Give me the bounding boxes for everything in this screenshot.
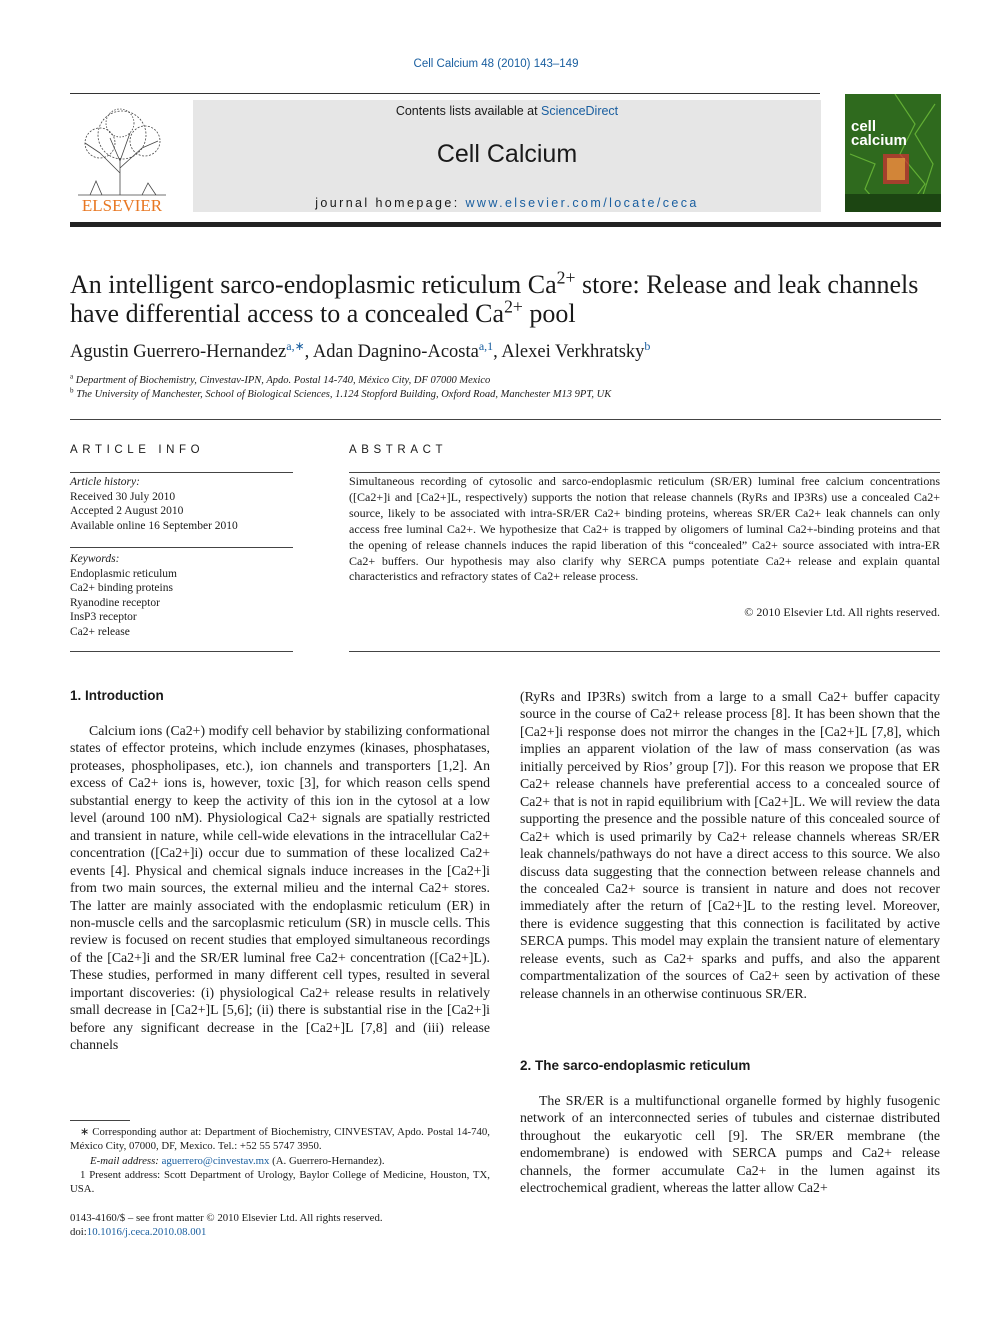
- author-name: Agustin Guerrero-Hernandez: [70, 342, 287, 362]
- corresponding-author-note: ∗ Corresponding author at: Department of Biochemistry, CINVESTAV, Apdo. Postal 14-740, México City, 07000, DF, Mexico. Tel.: +52 55 5747 3950.: [70, 1126, 490, 1153]
- journal-homepage: journal homepage: www.elsevier.com/locate/ceca: [315, 196, 699, 210]
- header-divider: [70, 93, 820, 94]
- doi-link[interactable]: 10.1016/j.ceca.2010.08.001: [86, 1226, 207, 1239]
- affiliation-b: $^b$ The University of Manchester, School of Biological Sciences, 1.124 Stopford Building, Oxford Road, Manchester M13 9PT, UK: [70, 386, 612, 400]
- history-item: Available online 16 September 2010: [70, 519, 238, 532]
- keyword: Ryanodine receptor: [70, 596, 160, 609]
- email-note: E-mail address: aguerrero@cinvestav.mx (A. Guerrero-Hernandez).: [90, 1154, 385, 1167]
- cover-title: cell calcium: [851, 118, 907, 149]
- footnotes: [70, 1125, 490, 1196]
- author-name: Alexei Verkhratsky: [501, 342, 645, 362]
- article-info-bottom-rule: [70, 651, 293, 652]
- abstract-heading: ABSTRACT: [349, 444, 448, 456]
- elsevier-tree-icon: [70, 103, 174, 215]
- history-item: Received 30 July 2010: [70, 490, 176, 503]
- author-marks[interactable]: a,∗: [286, 338, 305, 353]
- section-1-body: Calcium ions (Ca2+) modify cell behavior by stabilizing conformational states of effector proteins, which include enzymes (kinases, phosphatases, proteases, phospholipases, etc.), ion channels and transporters [1,2]. An excess of Ca2+ ions is, however, toxic [3], for which reason cells spend substantial energy to keep the activity of this ion in the cytosol at a low level (around 100 nM). Physiological Ca2+ signals are spatially restricted and transient in nature, while cell-wide elevations in the intracellular Ca2+ concentration ([Ca2+]i) occur due to summation of these localized Ca2+ events [4]. Physical and chemical signals induce increases in the [Ca2+]i from two main sources, the external milieu and the internal Ca2+ stores. The latter are mainly associated with the endoplasmic reticulum (ER) in non-muscle cells and the sarcoplasmic reticulum (SR) in muscle cells. This review is focused on recent studies that employed simultaneous recordings of the [Ca2+]i and the SR/ER luminal free Ca2+ concentration ([Ca2+]L). These studies, performed in many different cell types, resulted in several important discoveries: (i) physiological Ca2+ release results in relatively small decrease in [Ca2+]L [5,6]; (ii) there is substantial rise in the [Ca2+]i before any significant decrease in the [Ca2+]L [7,8] and (iii) release channels: [70, 723, 490, 1053]
- sciencedirect-link[interactable]: ScienceDirect: [541, 104, 619, 118]
- header-thick-rule: [70, 222, 941, 227]
- abstract-copyright: © 2010 Elsevier Ltd. All rights reserved.: [744, 605, 940, 619]
- journal-citation[interactable]: Cell Calcium 48 (2010) 143–149: [413, 58, 579, 70]
- keyword: Ca2+ release: [70, 625, 130, 638]
- article-info-rule: [70, 472, 293, 473]
- elsevier-wordmark: ELSEVIER: [81, 196, 163, 215]
- title-divider: [70, 419, 941, 420]
- section-1-continued: (RyRs and IP3Rs) switch from a large to a small Ca2+ buffer capacity source in the course of Ca2+ release process [8]. It has been shown that the [Ca2+]i response does not mirror the changes in the [Ca2+]L [7,8], which implies an apparent violation of the law of mass conservation (as was initially perceived by Rios’ group [7]). For this reason we propose that ER Ca2+ release channels have preferential access to a concealed source of Ca2+ that is not in rapid equilibrium with [Ca2+]L. We will review the data supporting the presence and the possible nature of this concealed source of Ca2+ which is used primarily by Ca2+ release channels whereas SR/ER leak channels/pathways do not have a direct access to this source. We also discuss data suggesting that the connection between release channels and the concealed Ca2+ source is transient in nature and does not recover immediately after the return of [Ca2+]L to the resting level. Moreover, there is evidence suggesting that this connection is facilitated by active SERCA pumps. This model may explain the transient nature of elementary release events, such as Ca2+ sparks and puffs, and also the apparent compartmentalization of the sources of Ca2+ seen by activation of these release channels in an otherwise continuous SR/ER.: [520, 689, 940, 1001]
- section-2-heading: 2. The sarco-endoplasmic reticulum: [520, 1058, 751, 1073]
- article-history: Article history: Received 30 July 2010 Accepted 2 August 2010 Available online 16 September 2010: [70, 475, 293, 533]
- elsevier-logo[interactable]: [70, 103, 174, 215]
- journal-cover-thumbnail[interactable]: [845, 94, 941, 212]
- email-link[interactable]: aguerrero@cinvestav.mx: [161, 1154, 270, 1167]
- author-list: Agustin Guerrero-Hernandez$^{a,∗}$, Adan Dagnino-Acosta$^{a,1}$, Alexei Verkhratsky$^b$: [70, 338, 651, 362]
- footnote-rule: [70, 1120, 130, 1121]
- keyword: InsP3 receptor: [70, 611, 137, 623]
- article-title: An intelligent sarco-endoplasmic reticulum $Ca^{2+}$ store: Release and leak channels have differential access to a concealed $Ca^{2+}$ pool: [70, 267, 919, 328]
- journal-title: Cell Calcium: [436, 140, 578, 168]
- keyword: Ca2+ binding proteins: [70, 582, 173, 594]
- present-address-note: 1 Present address: Scott Department of Urology, Baylor College of Medicine, Houston, TX, USA.: [70, 1168, 490, 1196]
- abstract-bottom-rule: [349, 651, 940, 652]
- keywords-rule: [70, 547, 293, 548]
- abstract-rule: [349, 472, 940, 473]
- abstract-text: Simultaneous recording of cytosolic and sarco-endoplasmic reticulum (SR/ER) luminal free calcium concentrations ([Ca2+]i and [Ca2+]L, respectively) supports the notion that release channels (RyRs and IP3Rs) use a concealed Ca2+ source, likely to be associated with intra-SR/ER Ca2+ binding proteins, whereas SR/ER Ca2+ leak channels can only access free luminal Ca2+. We hypothesize that Ca2+ is trapped by oligomers of luminal Ca2+-binding proteins and that the opening of release channels induces the rapid liberation of this “concealed” Ca2+ source associated with intra-ER Ca2+ buffers. Our hypothesis may also clarify why SERCA pumps potentiate Ca2+ release and explain quantal characteristics and refractory states of Ca2+ release process.: [349, 474, 940, 584]
- section-1-heading: 1. Introduction: [70, 688, 164, 703]
- author-name: Adan Dagnino-Acosta: [312, 342, 479, 362]
- section-2-body: The SR/ER is a multifunctional organelle formed by highly fusogenic network of an interconnected series of tubules and cisternae distributed throughout the eukaryotic cell [9]. The SR/ER membrane (the endomembrane) is endowed with SERCA pumps and Ca2+ release channels, the former accumulate Ca2+ in the lumen against its electrochemical gradient, whereas the latter allow Ca2+: [520, 1093, 940, 1196]
- keywords-list: Keywords: Endoplasmic reticulum Ca2+ binding proteins Ryanodine receptor InsP3 receptor Ca2+ release: [70, 552, 293, 639]
- issn-doi: 0143-4160/$ – see front matter © 2010 Elsevier Ltd. All rights reserved. doi:10.1016/j.ceca.2010.08.001: [70, 1212, 383, 1239]
- contents-line: Contents lists available at ScienceDirect: [395, 104, 619, 118]
- article-info-heading: ARTICLE INFO: [70, 444, 205, 456]
- cover-image: [845, 94, 941, 212]
- history-item: Accepted 2 August 2010: [70, 505, 184, 517]
- author-marks[interactable]: b: [644, 338, 651, 353]
- affiliation-a: $^a$ Department of Biochemistry, Cinvestav-IPN, Apdo. Postal 14-740, México City, DF 07000 Mexico: [70, 372, 491, 386]
- homepage-link[interactable]: www.elsevier.com/locate/ceca: [465, 196, 699, 210]
- keyword: Endoplasmic reticulum: [70, 567, 177, 580]
- author-marks[interactable]: a,1: [478, 338, 494, 353]
